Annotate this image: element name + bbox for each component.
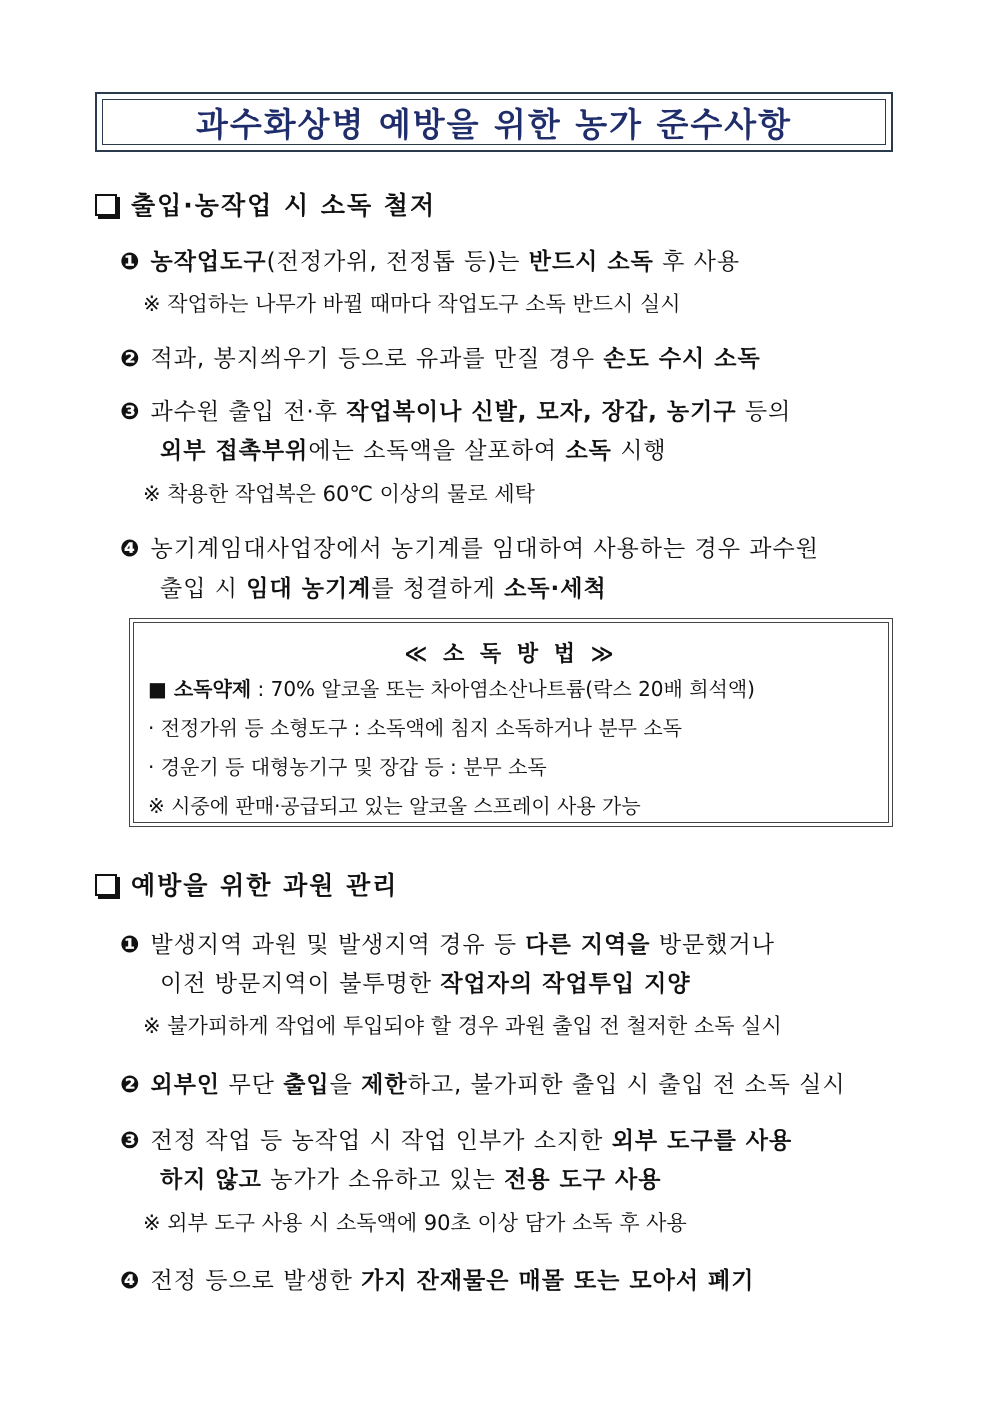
s1-item3-bold2: 외부 접촉부위 [160,438,309,464]
checkbox-square-icon [95,874,117,896]
method-line2: · 경운기 등 대형농기구 및 장갑 등 : 분무 소독 [148,755,547,779]
section1-heading-text: 출입·농작업 시 소독 철저 [131,191,437,220]
s2-item2-text2: 을 [329,1072,362,1098]
s1-item3-text4: 시행 [611,438,667,464]
s1-item3-text2: 등의 [736,399,792,425]
s2-item2-text3: 하고, 불가피한 출입 시 출입 전 소독 실시 [407,1072,846,1098]
s1-item3-text1: 과수원 출입 전·후 [150,399,347,425]
number-3-icon: ❸ [120,1128,141,1154]
s2-item3-text2: 농가가 소유하고 있는 [261,1167,505,1193]
method-box-inner [133,622,889,823]
s2-item1-text2: 방문했거나 [650,932,775,958]
s1-item3-bold1: 작업복이나 신발, 모자, 장갑, 농기구 [346,399,737,425]
s2-item2-bold3: 제한 [361,1072,408,1098]
method-line3: ※ 시중에 판매·공급되고 있는 알코올 스프레이 사용 가능 [148,794,641,818]
s1-item4-bold1: 임대 농기계 [246,576,372,602]
number-4-icon: ❹ [120,1268,141,1294]
s1-item3-bold3: 소독 [565,438,612,464]
disinfection-method-box [129,618,893,827]
s1-item4-bold2: 소독·세척 [504,576,607,602]
s2-item1-bold2: 작업자의 작업투입 지양 [440,971,691,997]
s2-item4-text1: 전정 등으로 발생한 [150,1268,362,1294]
s2-item1-text3: 이전 방문지역이 불투명한 [160,971,441,997]
s2-item1-line1 [120,926,775,959]
s2-item3-text1: 전정 작업 등 농작업 시 작업 인부가 소지한 [150,1128,612,1154]
s2-item1-line2 [160,965,691,998]
s2-item1-text1: 발생지역 과원 및 발생지역 경유 등 [150,932,526,958]
s2-item3-line1 [120,1122,792,1155]
s2-item2-bold2: 출입 [283,1072,330,1098]
s1-item3-text3: 에는 소독액을 살포하여 [308,438,566,464]
page-title: 과수화상병 예방을 위한 농가 준수사항 [195,104,792,144]
method-agent-text: : 70% 알코올 또는 차아염소산나트륨(락스 20배 희석액) [251,677,755,701]
s1-item1-text2: 후 사용 [653,249,741,275]
s1-item4-text2: 출입 시 [160,576,247,602]
s1-item2-text1: 적과, 봉지씌우기 등으로 유과를 만질 경우 [150,346,604,372]
s1-item4-text1: 농기계임대사업장에서 농기계를 임대하여 사용하는 경우 과수원 [150,536,819,562]
s2-item3-line2 [160,1161,661,1194]
number-4-icon: ❹ [120,536,141,562]
s1-item2-bold1: 손도 수시 소독 [603,346,761,372]
title-inner-border [102,99,886,145]
number-1-icon: ❶ [120,249,141,275]
s1-item4-text3: 를 청결하게 [371,576,505,602]
number-3-icon: ❸ [120,399,141,425]
s1-item1-note: ※ 작업하는 나무가 바뀔 때마다 작업도구 소독 반드시 실시 [143,292,681,316]
checkbox-square-icon [95,194,117,216]
s1-item1-bold2: 반드시 소독 [528,249,654,275]
s2-item3-bold1: 외부 도구를 사용 [611,1128,793,1154]
s2-item1-bold1: 다른 지역을 [525,932,651,958]
s1-item3-note: ※ 착용한 작업복은 60℃ 이상의 물로 세탁 [143,482,535,506]
method-box-title: ≪ 소 독 방 법 ≫ [404,642,618,667]
s2-item1-note: ※ 불가피하게 작업에 투입되야 할 경우 과원 출입 전 철저한 소독 실시 [143,1014,782,1038]
s2-item2-text1: 무단 [220,1072,284,1098]
number-1-icon: ❶ [120,932,141,958]
s1-item1-bold1: 농작업도구 [150,249,267,275]
section2-heading [95,866,398,902]
method-agent-label: ■ 소독약제 [148,677,252,701]
s1-item4-line2 [160,570,607,603]
s2-item4-line [120,1262,754,1295]
method-agent-line [148,673,755,702]
s2-item3-bold3: 전용 도구 사용 [504,1167,662,1193]
s1-item2-line [120,340,761,373]
title-box [95,92,893,152]
s1-item3-line1 [120,393,791,426]
section2-heading-text: 예방을 위한 과원 관리 [131,871,399,900]
s2-item2-bold1: 외부인 [150,1072,221,1098]
s2-item3-note: ※ 외부 도구 사용 시 소독액에 90초 이상 담가 소독 후 사용 [143,1211,687,1235]
s1-item4-line1 [120,530,819,563]
s2-item2-line [120,1066,846,1099]
s1-item1-text1: (전정가위, 전정톱 등)는 [266,249,529,275]
s2-item3-bold2: 하지 않고 [160,1167,262,1193]
s2-item4-bold1: 가지 잔재물은 매몰 또는 모아서 폐기 [361,1268,755,1294]
number-2-icon: ❷ [120,346,141,372]
section1-heading [95,186,436,222]
number-2-icon: ❷ [120,1072,141,1098]
s1-item3-line2 [160,432,667,465]
method-line1: · 전정가위 등 소형도구 : 소독액에 침지 소독하거나 분무 소독 [148,716,682,740]
s1-item1-line [120,243,740,276]
